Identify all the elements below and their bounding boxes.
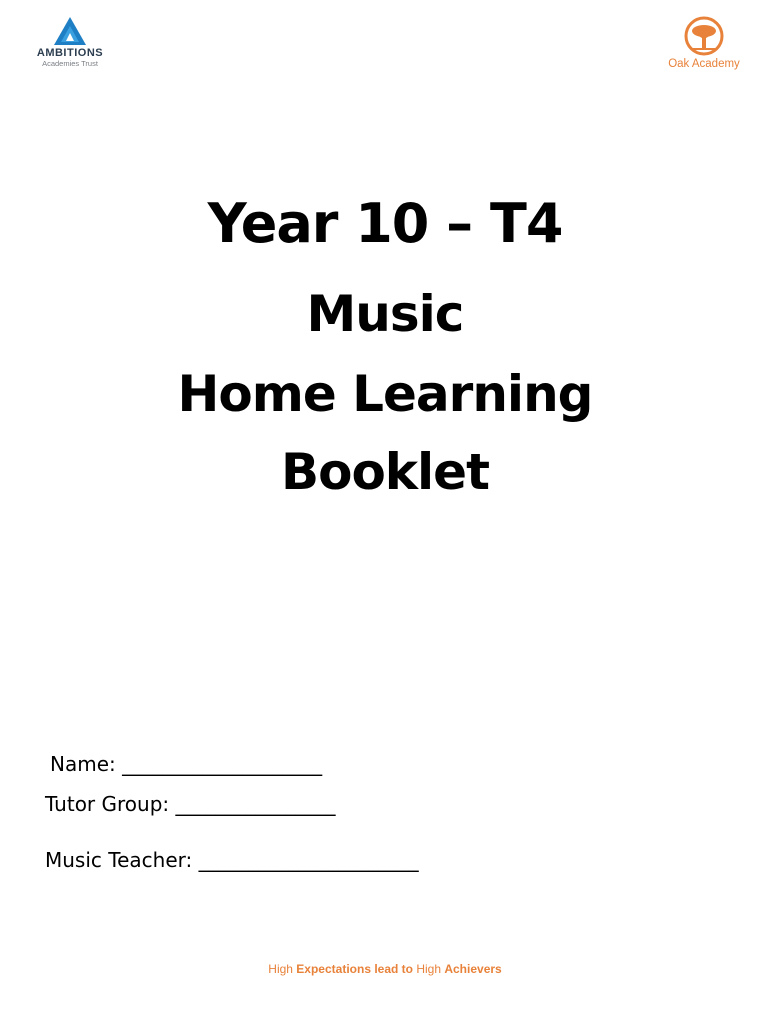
title-booklet: Booklet: [280, 443, 489, 501]
music-teacher-field[interactable]: Music Teacher: ______________________: [45, 848, 419, 872]
ambitions-logo: [30, 16, 110, 68]
footer-motto-part: High: [268, 962, 297, 976]
oak-academy-logo: [660, 16, 748, 70]
footer-motto: [0, 962, 770, 976]
title-year-term: Year 10 – T4: [207, 192, 563, 255]
title-subject: Music: [306, 285, 464, 343]
tutor-group-field[interactable]: Tutor Group: ________________: [45, 792, 336, 816]
oak-academy-logo-name: Oak Academy: [668, 58, 740, 70]
footer-motto-part: High: [416, 962, 445, 976]
name-field[interactable]: Name: ____________________: [50, 752, 323, 776]
ambitions-logo-subtitle: Academies Trust: [42, 59, 98, 68]
oak-tree-icon: [684, 16, 724, 56]
ambitions-logo-name: AMBITIONS: [36, 47, 104, 59]
footer-motto-part: Achievers: [444, 962, 502, 976]
footer-motto-part: Expectations lead to: [296, 962, 417, 976]
title-home-learning: Home Learning: [177, 365, 593, 423]
triangle-mountain-icon: [53, 16, 87, 46]
